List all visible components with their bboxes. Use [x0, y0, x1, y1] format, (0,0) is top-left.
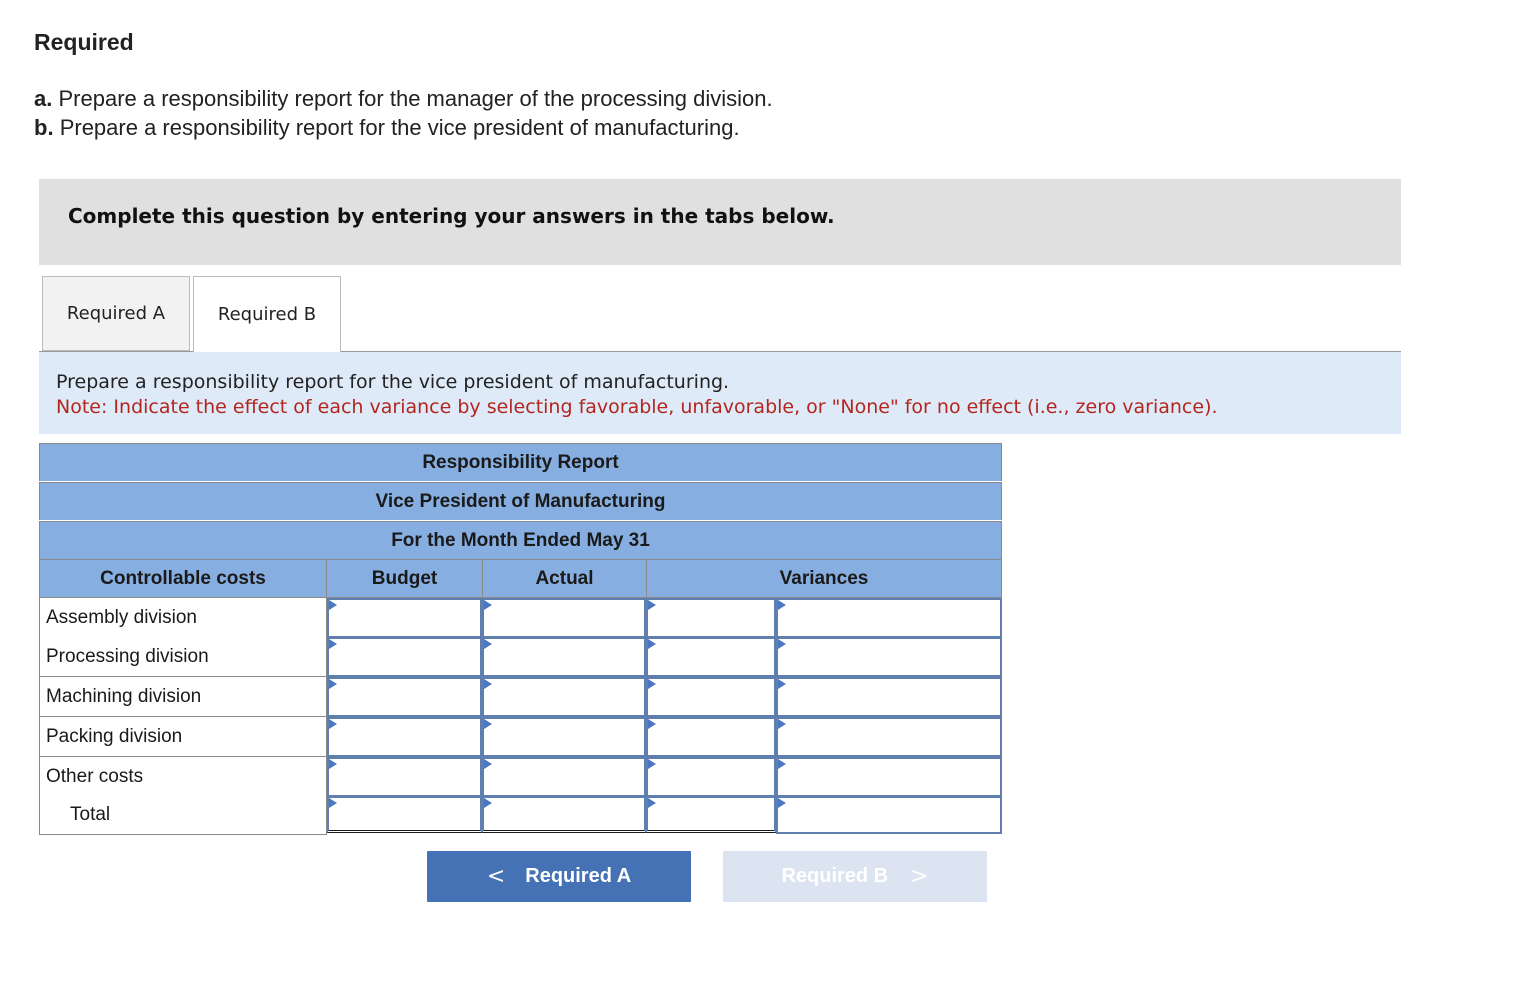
report-period: For the Month Ended May 31: [39, 521, 1002, 559]
actual-input-packing[interactable]: [482, 717, 646, 757]
variance-amount-input-machining[interactable]: [646, 677, 776, 717]
column-header-controllable-costs: Controllable costs: [39, 559, 327, 598]
row-label-processing-division: Processing division: [39, 637, 327, 677]
variance-amount-input-processing[interactable]: [646, 637, 776, 677]
variance-amount-input-total[interactable]: [646, 796, 776, 833]
required-heading: Required: [34, 29, 134, 55]
instruction-banner: [39, 179, 1401, 265]
row-label-machining-division: Machining division: [39, 677, 327, 717]
row-label-other-costs: Other costs: [39, 757, 327, 797]
variance-amount-input-other[interactable]: [646, 757, 776, 797]
actual-input-total[interactable]: [482, 796, 646, 833]
prompt-note: Note: Indicate the effect of each variance by selecting favorable, unfavorable, or "None" for no effect (i.e., zero variance).: [56, 396, 1218, 418]
actual-input-assembly[interactable]: [482, 598, 646, 638]
budget-input-packing[interactable]: [327, 717, 482, 757]
budget-input-other[interactable]: [327, 757, 482, 797]
next-button-label: Required B: [781, 865, 889, 887]
actual-input-processing[interactable]: [482, 637, 646, 677]
prompt-text: Prepare a responsibility report for the vice president of manufacturing.: [56, 371, 730, 393]
variance-effect-select-machining[interactable]: [776, 677, 1002, 717]
requirement-b-letter: b.: [34, 115, 54, 140]
budget-input-processing[interactable]: [327, 637, 482, 677]
requirement-a-text: Prepare a responsibility report for the manager of the processing division.: [58, 86, 773, 111]
variance-effect-select-processing[interactable]: [776, 637, 1002, 677]
tab-required-a[interactable]: Required A: [42, 276, 190, 351]
requirement-a-letter: a.: [34, 86, 53, 111]
instruction-text: Complete this question by entering your answers in the tabs below.: [68, 204, 835, 228]
report-subtitle: Vice President of Manufacturing: [39, 482, 1002, 520]
column-header-variances: Variances: [646, 559, 1002, 598]
variance-amount-input-packing[interactable]: [646, 717, 776, 757]
actual-input-other[interactable]: [482, 757, 646, 797]
previous-button-label: Required A: [525, 865, 632, 887]
actual-input-machining[interactable]: [482, 677, 646, 717]
report-title: Responsibility Report: [39, 443, 1002, 481]
next-button-required-b[interactable]: [723, 851, 987, 902]
budget-input-assembly[interactable]: [327, 598, 482, 638]
row-label-assembly-division: Assembly division: [39, 598, 327, 638]
variance-effect-select-total[interactable]: [776, 796, 1002, 834]
row-label-total: Total: [39, 796, 327, 835]
requirement-a: [34, 84, 773, 113]
chevron-left-icon: <: [486, 864, 506, 889]
requirements-list: [34, 84, 773, 142]
variance-effect-select-assembly[interactable]: [776, 598, 1002, 638]
previous-button-required-a[interactable]: [427, 851, 691, 902]
chevron-right-icon: >: [910, 864, 929, 889]
column-header-budget: Budget: [326, 559, 483, 598]
budget-input-total[interactable]: [327, 796, 482, 833]
requirement-b-text: Prepare a responsibility report for the vice president of manufacturing.: [59, 115, 740, 140]
variance-effect-select-other[interactable]: [776, 757, 1002, 797]
variance-effect-select-packing[interactable]: [776, 717, 1002, 757]
budget-input-machining[interactable]: [327, 677, 482, 717]
tab-required-b[interactable]: Required B: [193, 276, 341, 352]
column-header-actual: Actual: [482, 559, 647, 598]
variance-amount-input-assembly[interactable]: [646, 598, 776, 638]
row-label-packing-division: Packing division: [39, 717, 327, 757]
question-prompt: [39, 352, 1401, 434]
requirement-b: [34, 113, 773, 142]
